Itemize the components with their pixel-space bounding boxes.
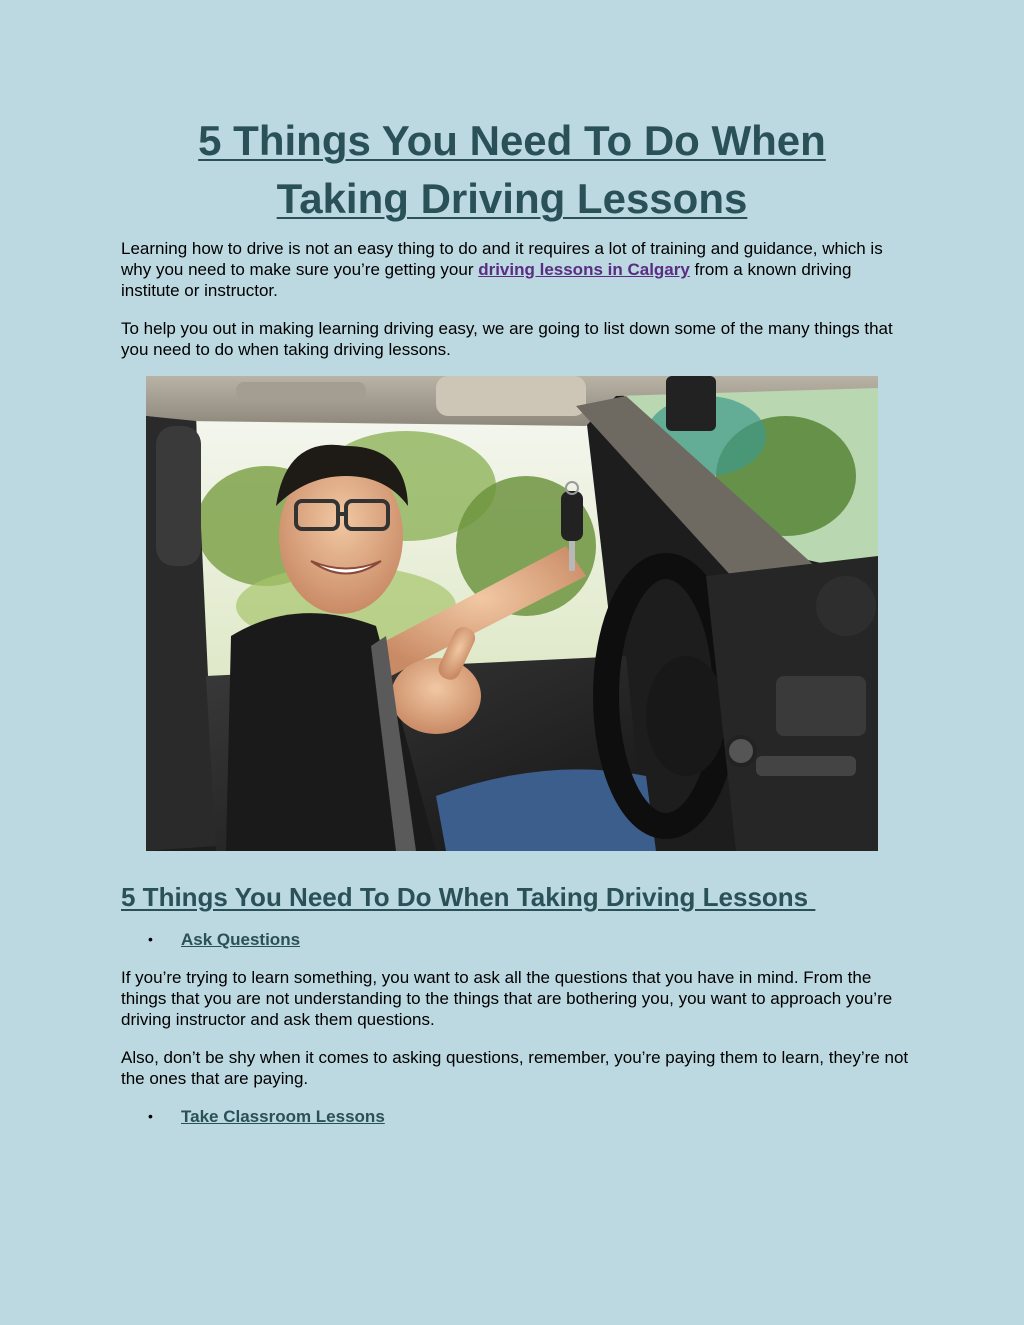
driver-photo-illustration (146, 376, 878, 851)
ask-questions-link[interactable]: Ask Questions (181, 930, 301, 949)
bullet-marker: • (148, 931, 153, 947)
paragraph-3: If you’re trying to learn something, you want to ask all the questions that you have in mind. From the things that you are not understanding to the things that are bothering you, you want to approach you’re driving instructor and ask them questions. (121, 968, 893, 1029)
intro-paragraph (121, 238, 911, 301)
intro-text-after-link: from a known driving institute or instructor. (121, 260, 852, 300)
driver-photo (146, 376, 878, 851)
bullet-marker: • (148, 1108, 153, 1124)
section-heading: 5 Things You Need To Do When Taking Driving Lessons (121, 882, 816, 912)
paragraph-4: Also, don’t be shy when it comes to asking questions, remember, you’re paying them to learn, they’re not the ones that are paying. (121, 1048, 909, 1088)
page-title-line-1: 5 Things You Need To Do When (198, 117, 826, 164)
intro-text-before-link: Learning how to drive is not an easy thing to do and it requires a lot of training and guidance, which is why you need to make sure you’re getting your (121, 239, 883, 279)
paragraph-2: To help you out in making learning driving easy, we are going to list down some of the many things that you need to do when taking driving lessons. (121, 319, 893, 359)
driving-lessons-calgary-link[interactable]: driving lessons in Calgary (478, 260, 690, 279)
page-title-line-2: Taking Driving Lessons (276, 175, 748, 222)
take-classroom-lessons-link[interactable]: Take Classroom Lessons (181, 1107, 385, 1126)
